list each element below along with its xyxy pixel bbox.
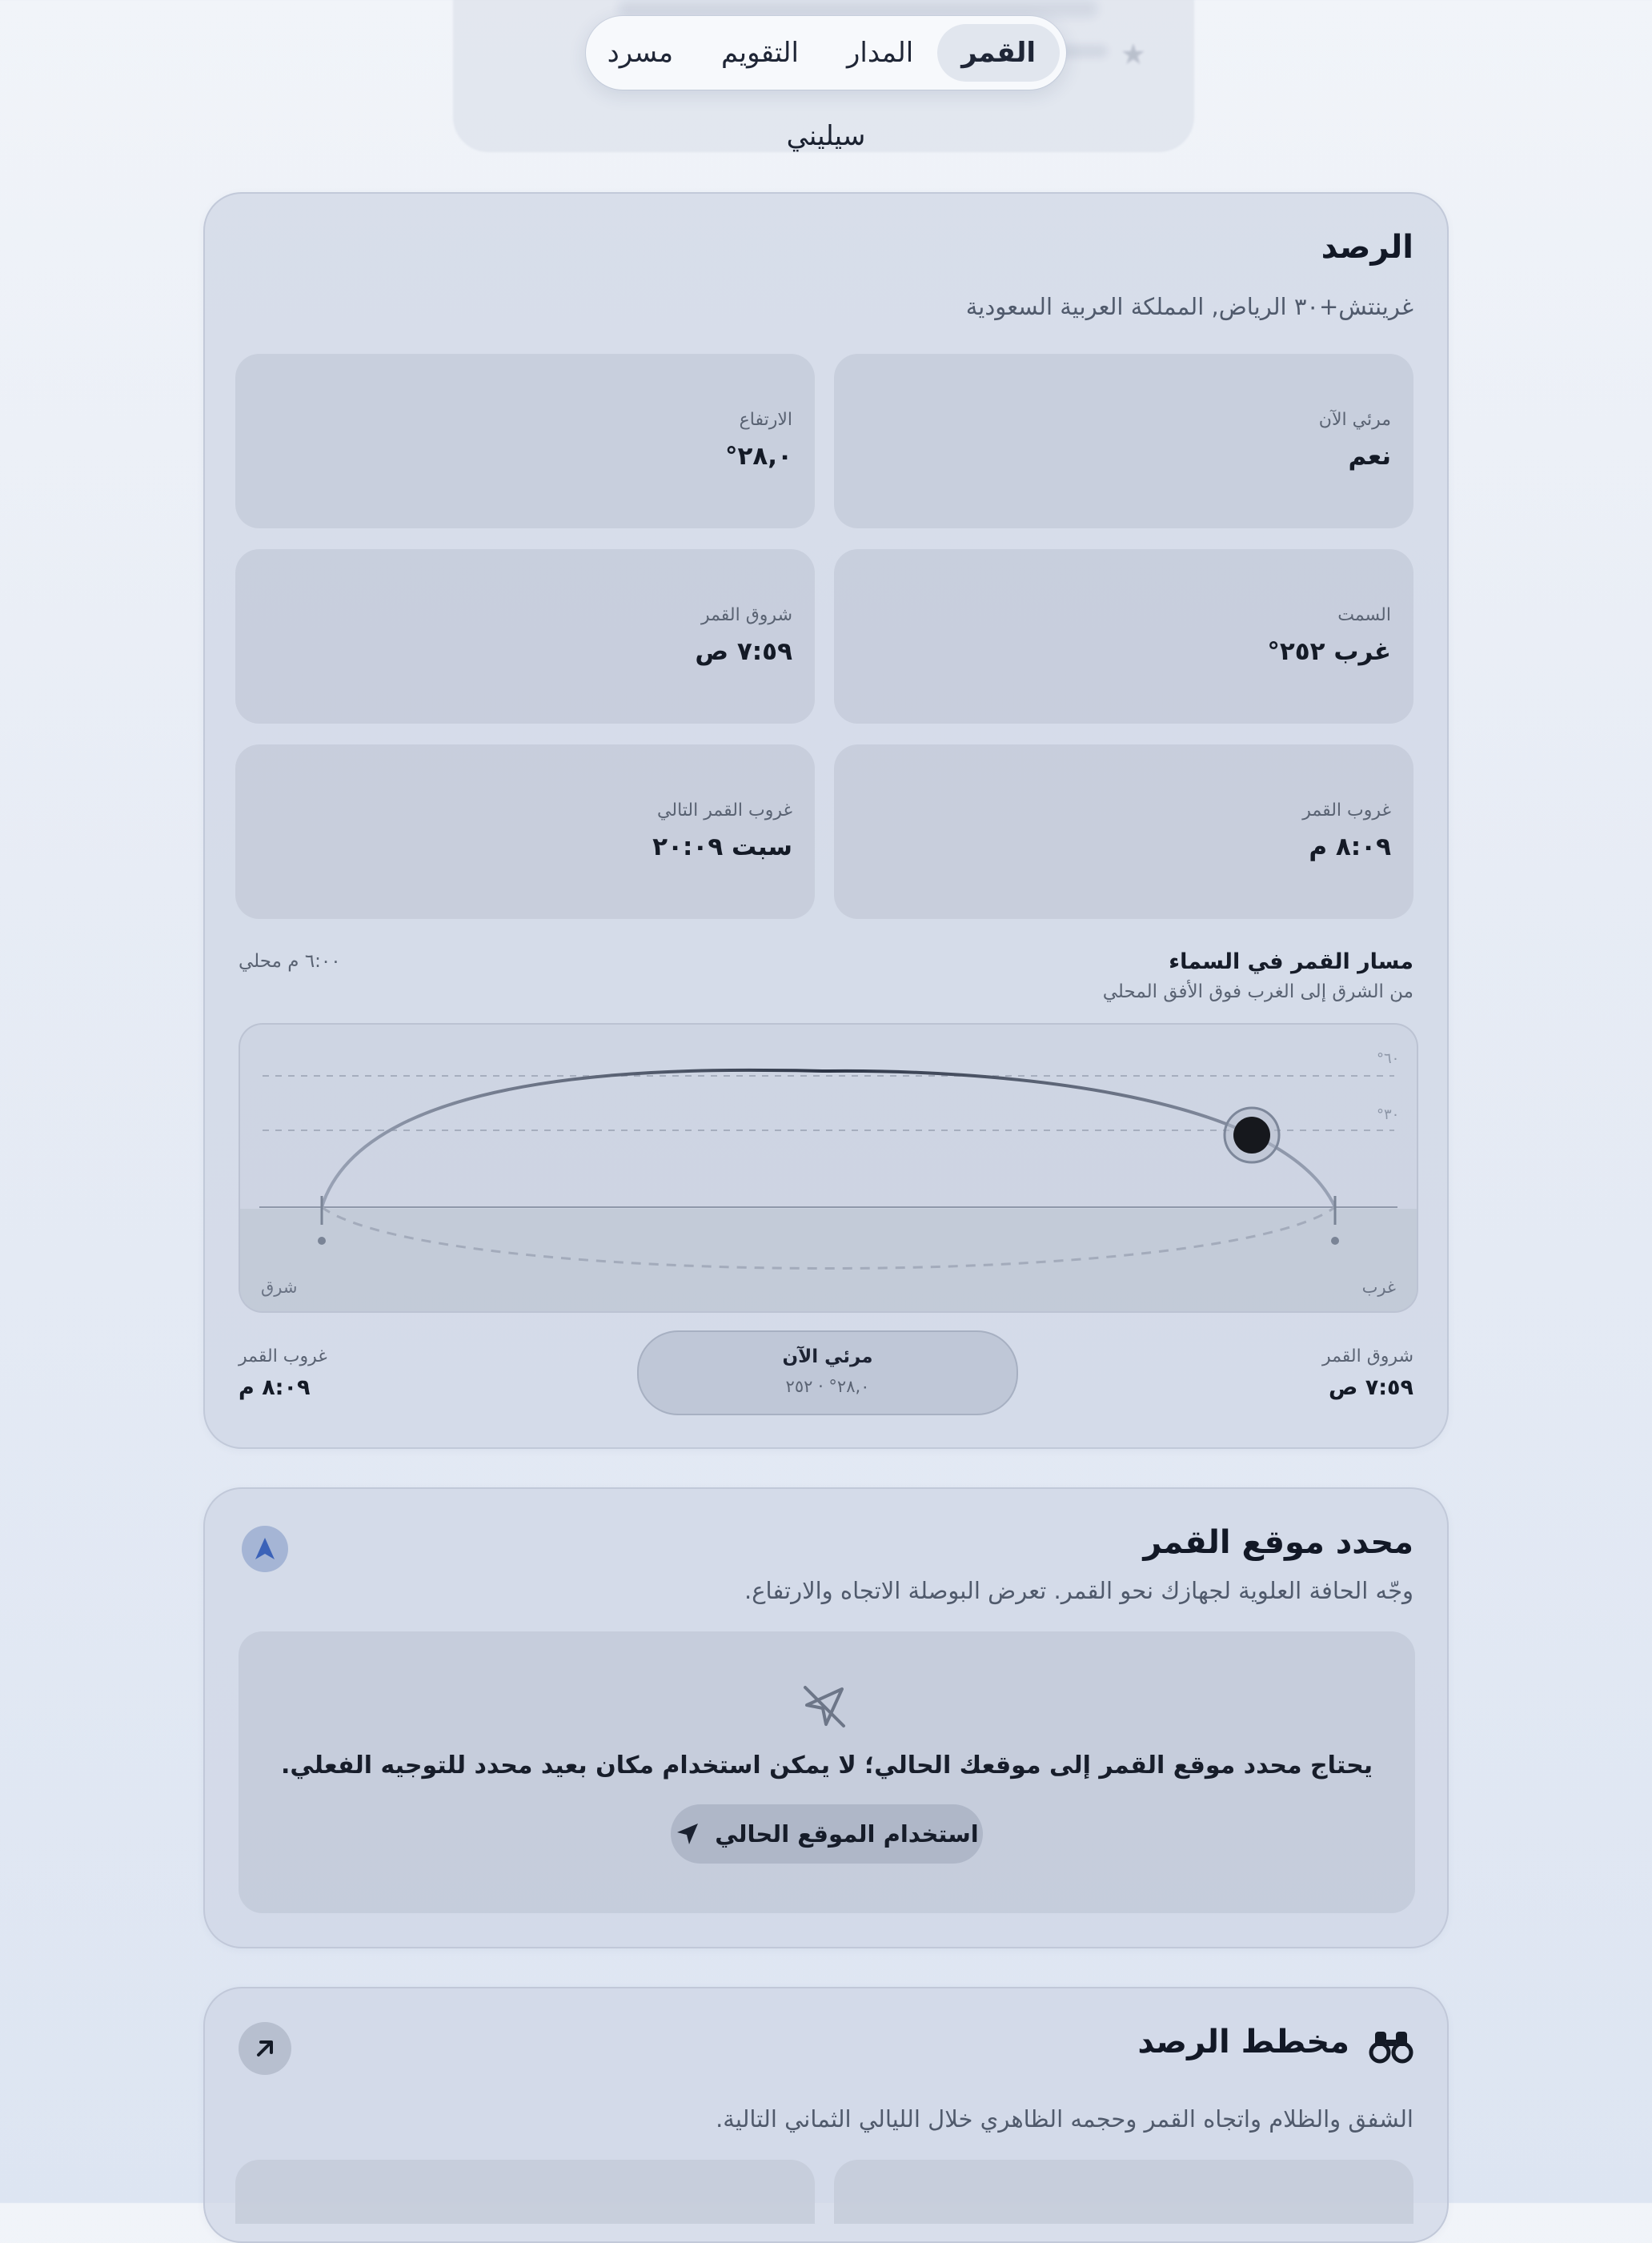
sky-path-svg <box>240 1025 1417 1311</box>
rise-dot <box>318 1237 326 1245</box>
planner-subtitle: الشفق والظلام واتجاه القمر وحجمه الظاهري خلال الليالي الثماني التالية. <box>716 2105 1413 2133</box>
stat-azimuth <box>834 549 1413 724</box>
navigation-arrow-icon <box>251 1535 279 1563</box>
grid-label-60: ٦٠° <box>1377 1050 1400 1067</box>
arrow-up-right-icon <box>253 2036 277 2060</box>
locator-subtitle: وجّه الحافة العلوية لجهازك نحو القمر. تعرض البوصلة الاتجاه والارتفاع. <box>744 1577 1413 1604</box>
sky-path-subtitle: من الشرق إلى الغرب فوق الأفق المحلي <box>1102 981 1413 1002</box>
visible-now-pill <box>637 1330 1018 1415</box>
set-dot <box>1331 1237 1339 1245</box>
tab-moon[interactable]: القمر <box>937 24 1060 82</box>
set-time: ٨:٠٩ م <box>239 1375 311 1400</box>
stat-next-moonset <box>235 744 815 919</box>
stat-value: نعم <box>1348 442 1391 471</box>
stat-value: ٧:٥٩ ص <box>695 637 792 666</box>
segmented-nav <box>586 16 1066 90</box>
moon-locator-card <box>203 1487 1449 1948</box>
moon-position <box>1233 1117 1270 1154</box>
star-icon: ★ <box>1120 38 1146 71</box>
observation-title: الرصد <box>1321 229 1413 266</box>
use-current-location-button[interactable] <box>671 1804 983 1864</box>
sky-path-chart <box>239 1023 1418 1313</box>
stat-value: ٨:٠٩ م <box>1309 833 1391 861</box>
visible-now-detail: ٢٨,٠° · ٢٥٢ <box>785 1377 870 1396</box>
stat-label: غروب القمر التالي <box>657 800 792 821</box>
below-horizon-path <box>322 1207 1335 1269</box>
stat-label: السمت <box>1337 605 1391 625</box>
locator-badge <box>242 1526 288 1572</box>
rise-label: شروق القمر <box>1321 1346 1413 1366</box>
observation-location: غرينتش+٣٠ الرياض, المملكة العربية السعودية <box>965 293 1413 320</box>
observation-card <box>203 192 1449 1449</box>
sky-path-local-time: ٦:٠٠ م محلي <box>239 951 341 972</box>
stat-label: مرئي الآن <box>1318 410 1391 430</box>
page-label: سيليني <box>786 120 866 152</box>
expand-planner-button[interactable] <box>239 2022 291 2075</box>
stat-label: الارتفاع <box>739 410 792 430</box>
moon-path-arc <box>322 1070 1335 1207</box>
location-arrow-icon <box>675 1821 700 1847</box>
planner-stat <box>235 2160 815 2224</box>
binoculars-icon <box>1369 2028 1413 2067</box>
stat-altitude <box>235 354 815 528</box>
tab-calendar[interactable]: التقويم <box>721 37 799 69</box>
use-location-label: استخدام الموقع الحالي <box>715 1820 979 1848</box>
east-label: شرق <box>261 1278 298 1297</box>
grid-label-30: ٣٠° <box>1377 1106 1400 1123</box>
blurred-text <box>618 0 1098 18</box>
stat-moonrise <box>235 549 815 724</box>
stat-value: سبت ٢٠:٠٩ <box>652 833 792 861</box>
rise-time: ٧:٥٩ ص <box>1329 1375 1413 1400</box>
stat-value: ٢٨,٠° <box>724 442 792 471</box>
stat-moonset <box>834 744 1413 919</box>
visible-now-title: مرئي الآن <box>782 1346 873 1367</box>
stat-value: غرب ٢٥٢° <box>1267 637 1391 666</box>
observation-planner-card <box>203 1987 1449 2243</box>
location-required-message: يحتاج محدد موقع القمر إلى موقعك الحالي؛ لا يمكن استخدام مكان بعيد محدد للتوجيه الفعلي. <box>280 1751 1373 1780</box>
locator-panel <box>239 1631 1415 1913</box>
navigation-off-icon <box>799 1681 850 1735</box>
tab-glossary[interactable]: مسرد <box>607 37 674 69</box>
locator-title: محدد موقع القمر <box>1143 1524 1413 1561</box>
west-label: غرب <box>1361 1278 1396 1297</box>
planner-stat <box>834 2160 1413 2224</box>
sky-path-title: مسار القمر في السماء <box>1169 949 1413 974</box>
tab-orbit[interactable]: المدار <box>846 37 914 69</box>
set-label: غروب القمر <box>239 1346 327 1366</box>
stat-label: شروق القمر <box>700 605 792 625</box>
stat-visible-now <box>834 354 1413 528</box>
planner-title: مخطط الرصد <box>1137 2024 1349 2060</box>
stat-label: غروب القمر <box>1302 800 1391 821</box>
